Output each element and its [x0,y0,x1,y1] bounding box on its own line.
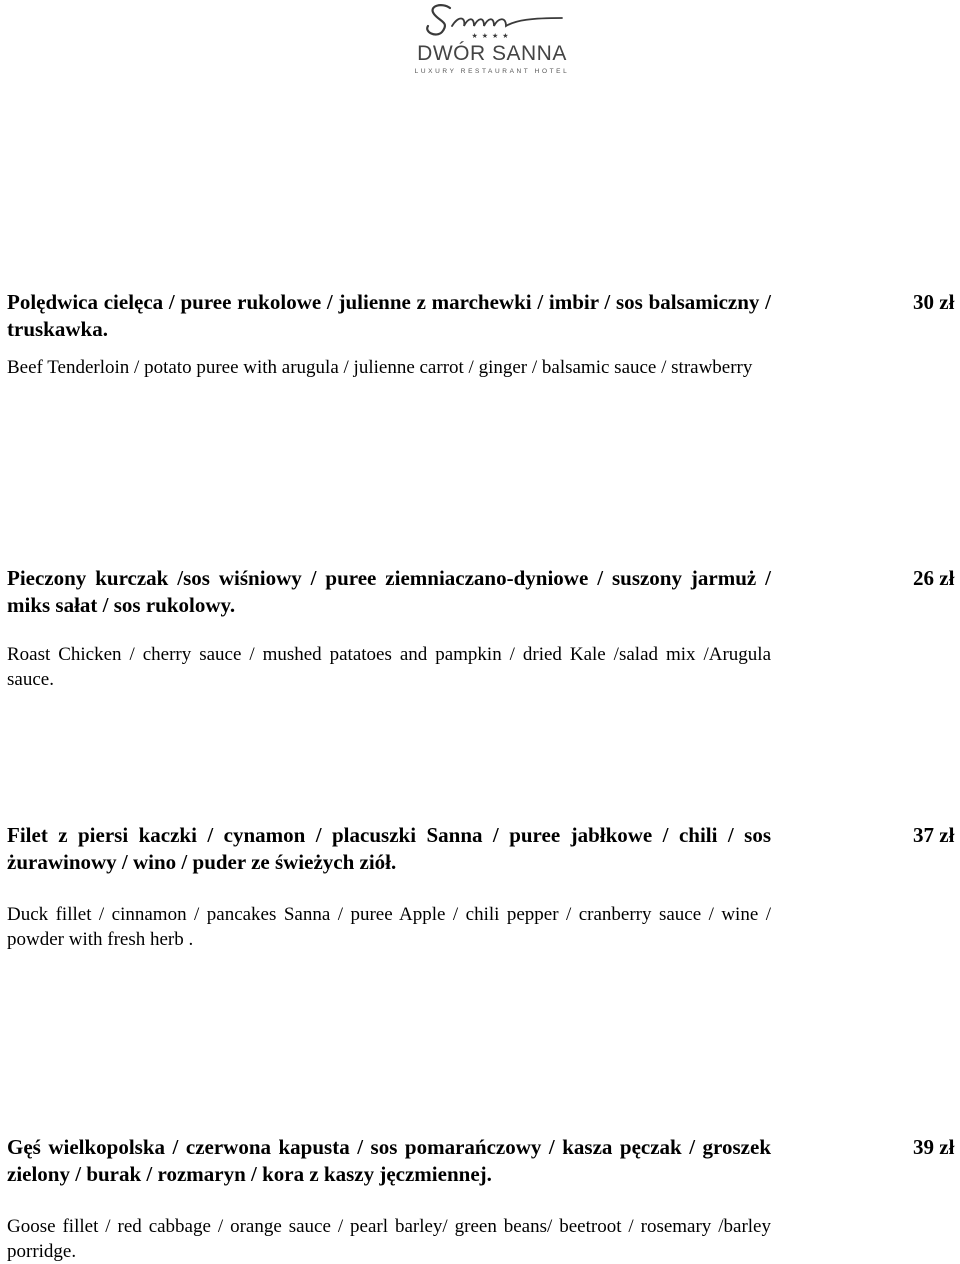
dish-name-polish: Pieczony kurczak /sos wiśniowy / puree ziemniaczano-dyniowe / suszony jarmuż / miks sałat / sos rukolowy. [7,566,771,617]
dish-name-polish: Filet z piersi kaczki / cynamon / placuszki Sanna / puree jabłkowe / chili / sos żurawinowy / wino / puder ze świeżych ziół. [7,823,771,874]
dish-price: 26 zł [913,566,955,590]
dish-name-english: Roast Chicken / cherry sauce / mushed patatoes and pampkin / dried Kale /salad mix /Arugula sauce. [7,644,771,690]
dish-price: 39 zł [913,1135,955,1159]
hotel-logo [404,0,580,80]
hotel-star-rating: ★★★★ [471,32,513,40]
dish-name-polish: Gęś wielkopolska / czerwona kapusta / sos pomarańczowy / kasza pęczak / groszek zielony / burak / rozmaryn / kora z kaszy jęczmiennej. [7,1135,771,1186]
hotel-tagline: LUXURY RESTAURANT HOTEL [414,68,570,75]
dish-name-english: Duck fillet / cinnamon / pancakes Sanna / puree Apple / chili pepper / cranberry sauce / wine / powder with fresh herb . [7,904,771,950]
script-signature-logo [416,0,566,36]
dish-name-english: Beef Tenderloin / potato puree with arugula / julienne carrot / ginger / balsamic sauce / strawberry [7,357,753,378]
dish-price: 37 zł [913,823,955,847]
hotel-name: DWÓR SANNA [417,42,567,65]
dish-name-polish: Polędwica cielęca / puree rukolowe / julienne z marchewki / imbir / sos balsamiczny / truskawka. [7,290,771,341]
dish-name-english: Goose fillet / red cabbage / orange sauce / pearl barley/ green beans/ beetroot / rosemary /barley porridge. [7,1216,771,1262]
dish-price: 30 zł [913,290,955,314]
